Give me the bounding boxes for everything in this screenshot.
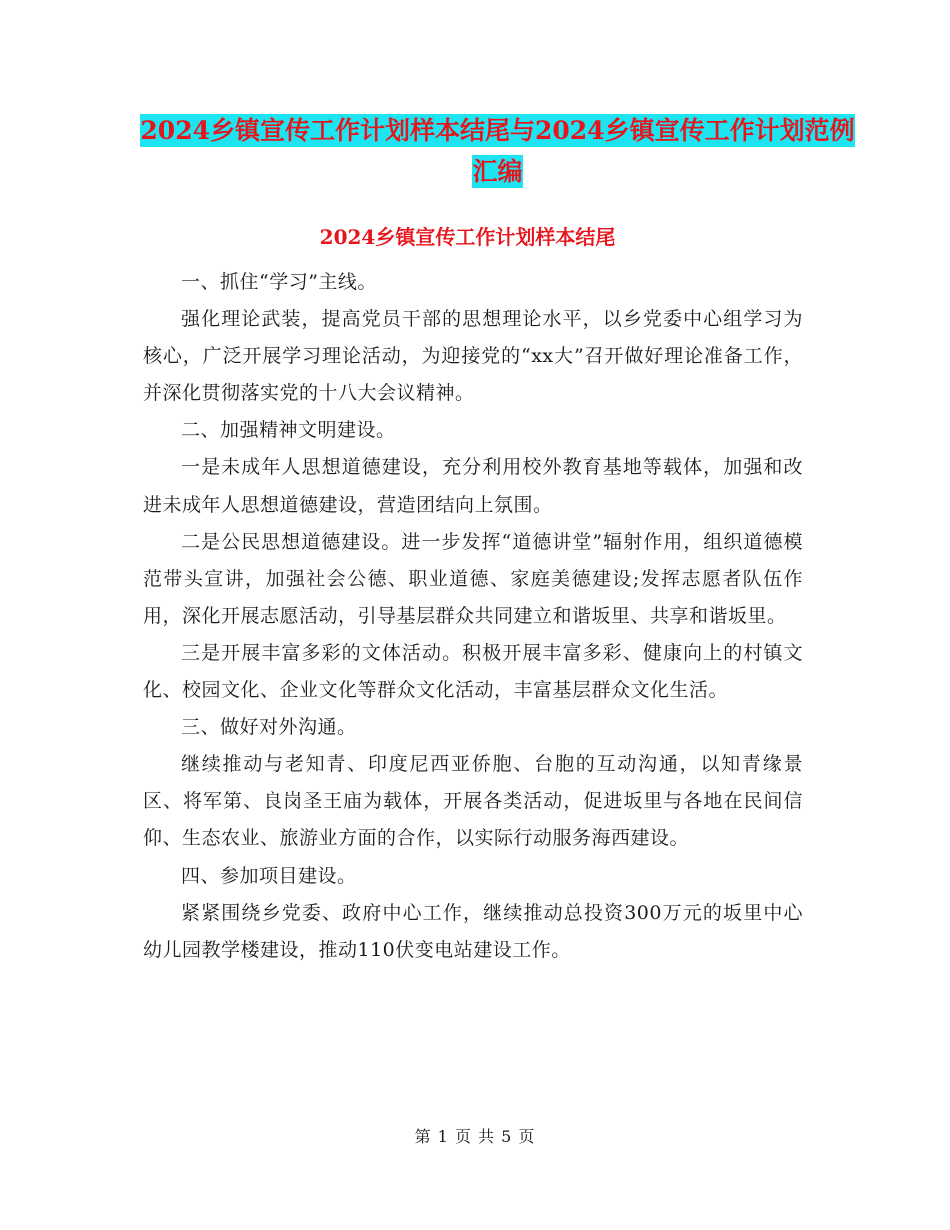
heading-projects: 四、参加项目建设。 xyxy=(181,864,357,887)
paragraph-minors: 一是未成年人思想道德建设，充分利用校外教育基地等载体，加强和改进未成年人思想道德建设，营造团结向上氛围。 xyxy=(143,456,803,516)
page-footer: 第 1 页 共 5 页 xyxy=(414,1127,536,1146)
document-title xyxy=(130,110,865,192)
document-title-highlight: 2024乡镇宣传工作计划样本结尾与2024乡镇宣传工作计划范例汇编 xyxy=(140,116,855,186)
paragraph-culture: 三是开展丰富多彩的文体活动。积极开展丰富多彩、健康向上的村镇文化、校园文化、企业文化等群众文化活动，丰富基层群众文化生活。 xyxy=(143,641,803,702)
paragraph-citizens: 二是公民思想道德建设。进一步发挥“道德讲堂”辐射作用，组织道德模范带头宣讲，加强社会公德、职业道德、家庭美德建设;发挥志愿者队伍作用，深化开展志愿活动，引导基层群众共同建立和谐坂里、共享和谐坂里。 xyxy=(143,530,803,627)
heading-study: 一、抓住“学习”主线。 xyxy=(181,271,377,293)
heading-civilization: 二、加强精神文明建设。 xyxy=(181,419,396,442)
heading-communication: 三、做好对外沟通。 xyxy=(181,716,357,739)
paragraph-projects: 紧紧围绕乡党委、政府中心工作，继续推动总投资300万元的坂里中心幼儿园教学楼建设，推动110伏变电站建设工作。 xyxy=(143,901,803,961)
section-title: 2024乡镇宣传工作计划样本结尾 xyxy=(319,225,616,249)
document-body xyxy=(143,264,803,969)
paragraph-theory: 强化理论武装，提高党员干部的思想理论水平，以乡党委中心组学习为核心，广泛开展学习理论活动，为迎接党的“xx大”召开做好理论准备工作，并深化贯彻落实党的十八大会议精神。 xyxy=(143,308,803,405)
paragraph-communication: 继续推动与老知青、印度尼西亚侨胞、台胞的互动沟通，以知青缘景区、将军第、良岗圣王庙为载体，开展各类活动，促进坂里与各地在民间信仰、生态农业、旅游业方面的合作，以实际行动服务海西建设。 xyxy=(143,753,803,850)
